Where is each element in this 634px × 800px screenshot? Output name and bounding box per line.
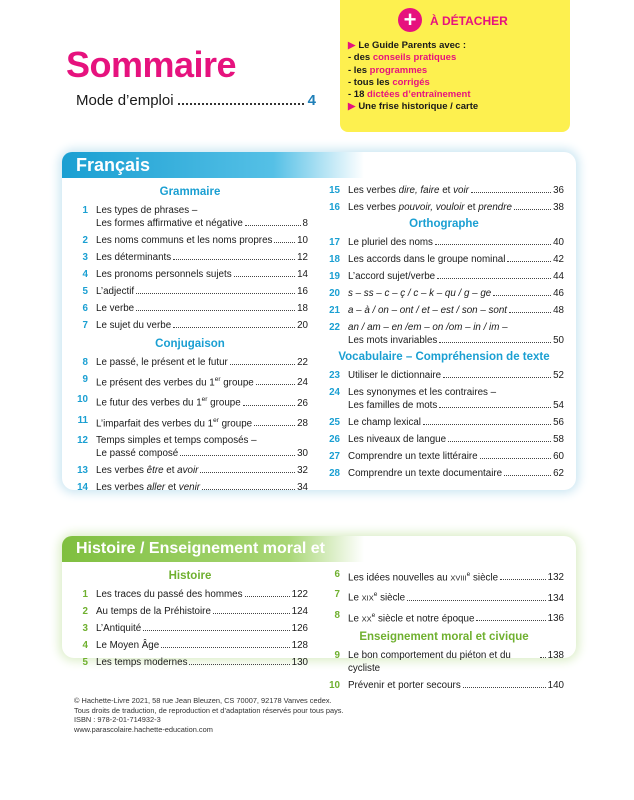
toc-entry[interactable]: 8 Le passé, le présent et le futur 22 [82, 357, 308, 368]
toc-entry[interactable]: 4 Le Moyen Âge 128 [82, 640, 308, 651]
toc-entry[interactable]: 6 Le verbe 18 [82, 303, 308, 314]
toc-entry[interactable]: 5 L’adjectif 16 [82, 286, 308, 297]
francais-right-column [324, 184, 564, 484]
toc-entry[interactable]: 1 Les traces du passé des hommes 122 [82, 589, 308, 600]
subheading-conjugaison: Conjugaison [155, 338, 225, 350]
histoire-section [62, 536, 576, 691]
subheading-vocabulaire: Vocabulaire – Compréhension de texte [338, 351, 550, 363]
arrow-right-icon: ▶ [348, 40, 356, 51]
toc-entry[interactable]: 25 Le champ lexical 56 [329, 417, 564, 428]
subheading-histoire: Histoire [168, 570, 212, 582]
toc-entry[interactable]: 2 Les noms communs et les noms propres 10 [82, 235, 308, 246]
toc-entry[interactable]: 23 Utiliser le dictionnaire 52 [329, 370, 564, 381]
francais-header: Français [62, 152, 364, 178]
toc-entry[interactable]: 13 Les verbes être et avoir 32 [77, 464, 308, 476]
detach-line: Une frise historique / carte [358, 101, 479, 113]
toc-entry[interactable]: 2 Au temps de la Préhistoire 124 [82, 606, 308, 617]
mode-emploi-page: 4 [307, 92, 316, 109]
toc-entry[interactable]: 11 L’imparfait des verbes du 1er groupe 28 [77, 414, 308, 429]
francais-section [62, 152, 576, 493]
toc-entry[interactable]: 3 Les déterminants 12 [82, 252, 308, 263]
plus-icon: + [398, 8, 422, 32]
toc-entry[interactable]: 14 Les verbes aller et venir 34 [77, 481, 308, 493]
arrow-right-icon: ▶ [348, 101, 356, 113]
toc-entry[interactable]: 16 Les verbes pouvoir, vouloir et prendre 38 [329, 202, 564, 213]
website-link[interactable]: www.parascolaire.hachette-education.com [74, 724, 213, 734]
toc-entry[interactable]: 15 Les verbes dire, faire et voir 36 [329, 185, 564, 196]
toc-entry[interactable]: 24 Les synonymes et les contraires – Les familles de mots 54 [329, 387, 564, 411]
mode-emploi-label: Mode d’emploi [76, 92, 174, 109]
detach-line: Le Guide Parents avec : [358, 40, 467, 51]
histoire-right-column [324, 568, 564, 696]
toc-entry[interactable]: 22 an / am – en /em – on /om – in / im – Les mots invariables 50 [329, 322, 564, 346]
subheading-emc: Enseignement moral et civique [359, 630, 529, 643]
toc-entry[interactable]: 17 Le pluriel des noms 40 [329, 237, 564, 248]
detach-box [340, 0, 570, 132]
detach-list: ▶ Le Guide Parents avec : - des conseils pratiques - les programmes - tous les corrigés - 18 dictées d’entraînement ▶ Une frise historique / carte [348, 40, 479, 113]
copyright-footer: © Hachette-Livre 2021, 58 rue Jean Bleuzen, CS 70007, 92178 Vanves cedex. Tous droits de traduction, de reproduction et d’adaptation réservés pour tous pays. ISBN : 978-2-01-714932-3 www.parascolaire.hachette-education.com [74, 696, 344, 734]
histoire-header: Histoire / Enseignement moral et civique [62, 536, 364, 562]
toc-entry[interactable]: 27 Comprendre un texte littéraire 60 [329, 451, 564, 462]
toc-entry[interactable]: 4 Les pronoms personnels sujets 14 [82, 269, 308, 280]
leader-dots [178, 103, 304, 105]
toc-entry[interactable]: 12 Temps simples et temps composés – Le passé composé 30 [77, 434, 308, 459]
toc-entry[interactable]: 20 s – ss – c – ç / c – k – qu / g – ge 46 [329, 288, 564, 299]
toc-entry[interactable]: 7 Le XIXe siècle 134 [334, 589, 564, 604]
toc-entry[interactable]: 9 Le présent des verbes du 1er groupe 24 [82, 374, 308, 389]
subheading-orthographe: Orthographe [409, 218, 479, 230]
toc-entry[interactable]: 3 L’Antiquité 126 [82, 623, 308, 634]
toc-entry[interactable]: 5 Les temps modernes 130 [82, 657, 308, 668]
mode-emploi-entry[interactable] [76, 92, 316, 109]
toc-entry[interactable]: 8 Le XXe siècle et notre époque 136 [334, 609, 564, 624]
toc-entry[interactable]: 10 Le futur des verbes du 1er groupe 26 [77, 394, 308, 409]
subheading-grammaire: Grammaire [159, 186, 221, 198]
toc-entry[interactable]: 7 Le sujet du verbe 20 [82, 320, 308, 331]
francais-left-column [72, 186, 308, 498]
toc-entry[interactable]: 9 Le bon comportement du piéton et du cycliste 138 [334, 649, 564, 674]
toc-entry[interactable]: 1 Les types de phrases – Les formes affirmative et négative 8 [82, 205, 308, 229]
toc-entry[interactable]: 19 L’accord sujet/verbe 44 [329, 271, 564, 282]
toc-entry[interactable]: 21 a – à / on – ont / et – est / son – sont 48 [329, 305, 564, 316]
page-title: Sommaire [66, 44, 237, 85]
toc-entry[interactable]: 6 Les idées nouvelles au XVIIIe siècle 132 [334, 569, 564, 584]
toc-entry[interactable]: 10 Prévenir et porter secours 140 [329, 679, 564, 691]
toc-entry[interactable]: 26 Les niveaux de langue 58 [329, 434, 564, 445]
detach-title: À DÉTACHER [430, 14, 508, 28]
toc-entry[interactable]: 18 Les accords dans le groupe nominal 42 [329, 254, 564, 265]
histoire-left-column [72, 570, 308, 673]
toc-entry[interactable]: 28 Comprendre un texte documentaire 62 [329, 468, 564, 479]
